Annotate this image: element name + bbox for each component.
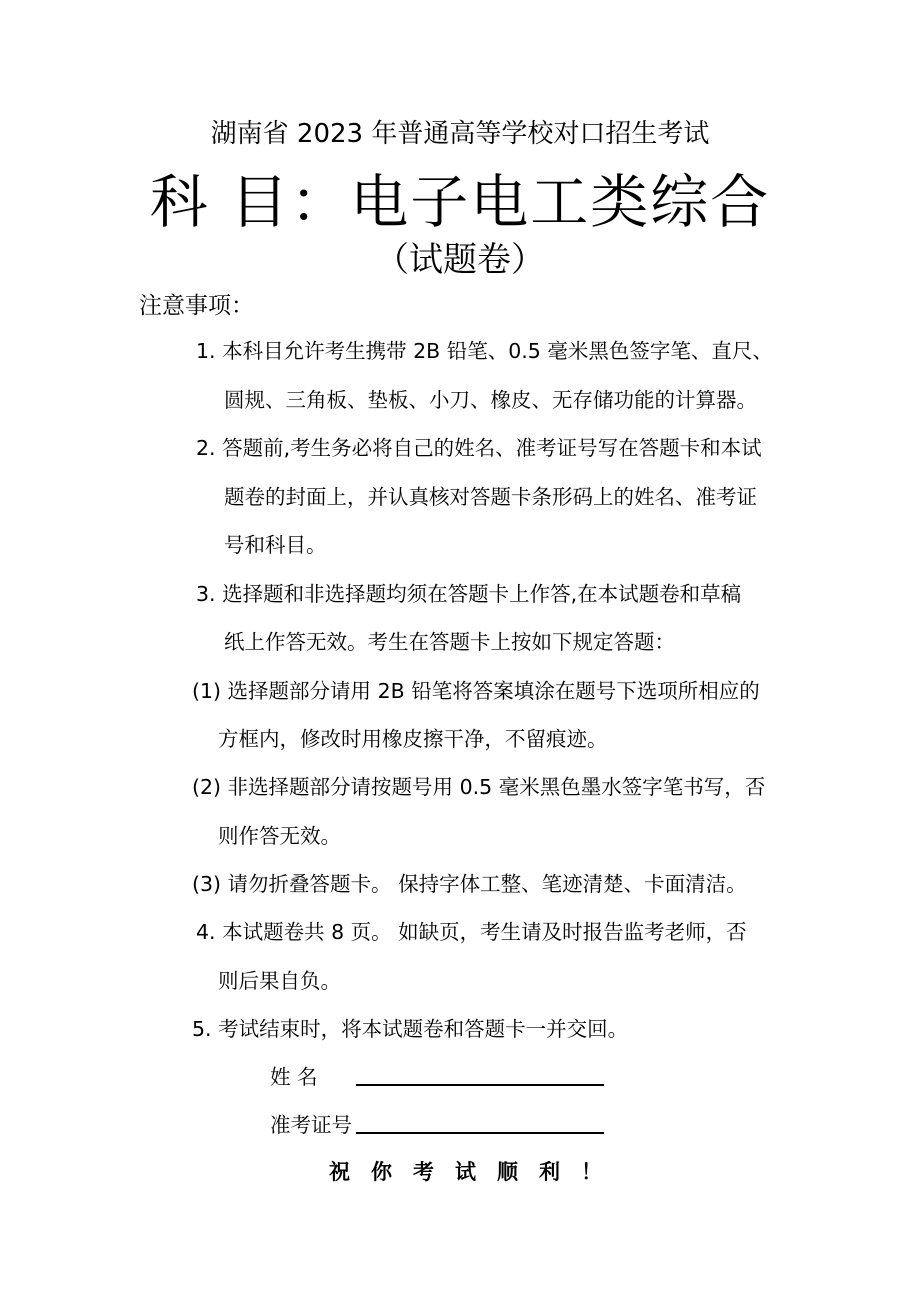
notice-line: 3. 选择题和非选择题均须在答题卡上作答,在本试题卷和草稿 — [196, 582, 742, 606]
exam-title: 湖南省 2023 年普通高等学校对口招生考试 — [210, 119, 710, 149]
notice-line: (3) 请勿折叠答题卡。 保持字体工整、笔迹清楚、卡面清洁。 — [192, 872, 747, 896]
subject-title: 科 目：电子电工类综合 — [149, 168, 771, 236]
notice-line: 则作答无效。 — [218, 824, 341, 848]
notice-heading: 注意事项： — [139, 293, 254, 319]
exam-id-underline-field[interactable] — [356, 1132, 604, 1134]
notice-line: (2) 非选择题部分请按题号用 0.5 毫米黑色墨水签字笔书写，否 — [192, 775, 766, 799]
name-label: 姓 名 — [270, 1065, 318, 1089]
exam-id-label: 准考证号 — [270, 1113, 352, 1137]
notice-line: 2. 答题前,考生务必将自己的姓名、准考证号写在答题卡和本试 — [196, 436, 762, 460]
notice-line: 5. 考试结束时，将本试题卷和答题卡一并交回。 — [192, 1017, 629, 1041]
notice-line: 题卷的封面上，并认真核对答题卡条形码上的姓名、准考证 — [224, 485, 757, 509]
notice-line: 号和科目。 — [224, 533, 327, 557]
blessing-text: 祝你考试顺利！ — [329, 1160, 623, 1184]
notice-line: 4. 本试题卷共 8 页。 如缺页，考生请及时报告监考老师，否 — [196, 920, 747, 944]
notice-line: (1) 选择题部分请用 2B 铅笔将答案填涂在题号下选项所相应的 — [192, 679, 760, 703]
name-underline-field[interactable] — [356, 1084, 604, 1086]
notice-line: 1. 本科目允许考生携带 2B 铅笔、0.5 毫米黑色签字笔、直尺、 — [196, 339, 773, 363]
paper-type-label: （试题卷） — [375, 240, 545, 280]
notice-line: 纸上作答无效。考生在答题卡上按如下规定答题： — [224, 630, 675, 654]
notice-line: 方框内，修改时用橡皮擦干净，不留痕迹。 — [218, 727, 608, 751]
notice-line: 则后果自负。 — [218, 969, 341, 993]
notice-line: 圆规、三角板、垫板、小刀、橡皮、无存储功能的计算器。 — [224, 388, 757, 412]
